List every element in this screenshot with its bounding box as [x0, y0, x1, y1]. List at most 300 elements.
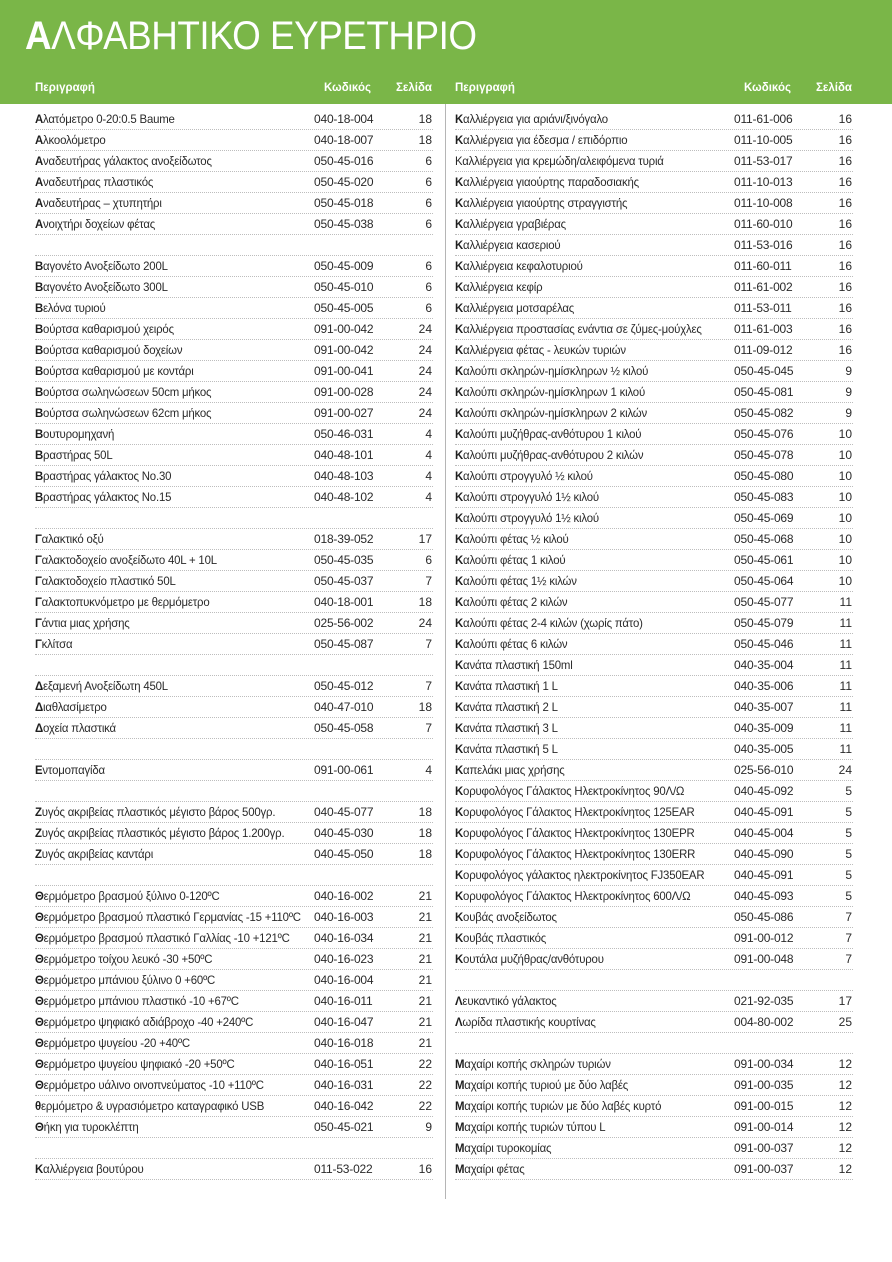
item-code: 040-45-077 [314, 805, 374, 819]
item-description-text: ορυφολόγος Γάλακτος Ηλεκτροκίνητος 130EPR [463, 826, 695, 840]
item-description [455, 1054, 611, 1074]
item-code: 040-45-092 [734, 784, 794, 798]
item-page: 21 [418, 994, 432, 1008]
item-code: 050-46-031 [314, 427, 374, 441]
item-initial: Θ [35, 1078, 44, 1092]
item-page: 24 [418, 616, 432, 630]
item-initial: Β [35, 343, 44, 357]
item-description [455, 634, 567, 654]
right-column-header [455, 82, 853, 100]
header-page: Σελίδα [396, 82, 432, 94]
item-initial: Κ [455, 574, 464, 588]
item-description-text: αλλιέργεια γιαούρτης παραδοσιακής [463, 175, 639, 189]
item-page: 18 [418, 847, 432, 861]
item-description-text: αλούπι φέτας 1½ κιλών [463, 574, 577, 588]
item-code: 050-45-009 [314, 259, 374, 273]
item-initial: Ζ [35, 805, 42, 819]
item-page: 7 [425, 721, 432, 735]
item-code: 004-80-002 [734, 1015, 794, 1029]
item-initial: Θ [35, 973, 44, 987]
index-row [35, 319, 433, 340]
section-spacer [35, 1138, 433, 1159]
item-description [35, 424, 114, 444]
item-page: 16 [838, 112, 852, 126]
index-row [35, 424, 433, 445]
item-code: 091-00-028 [314, 385, 374, 399]
item-description [455, 172, 639, 192]
title-text: ΛΦΑΒΗΤΙΚΟ ΕΥΡΕΤΗΡΙΟ [51, 14, 477, 58]
item-page: 24 [418, 406, 432, 420]
item-code: 018-39-052 [314, 532, 374, 546]
item-page: 18 [418, 805, 432, 819]
item-description-text: αλακτοδοχείο ανοξείδωτο 40L + 10L [41, 553, 217, 567]
item-description [455, 886, 690, 906]
item-code: 050-45-010 [314, 280, 374, 294]
item-code: 050-45-035 [314, 553, 374, 567]
item-page: 22 [418, 1078, 432, 1092]
item-description-text: αλούπι στρογγυλό 1½ κιλού [463, 511, 599, 525]
item-description-text: ιαθλασίμετρο [43, 700, 107, 714]
item-code: 040-16-018 [314, 1036, 374, 1050]
index-row [35, 277, 433, 298]
item-code: 091-00-012 [734, 931, 794, 945]
item-description [35, 403, 211, 423]
item-description [35, 1117, 139, 1137]
item-initial: Κ [455, 385, 464, 399]
item-code: 040-48-102 [314, 490, 374, 504]
item-code: 040-35-004 [734, 658, 794, 672]
item-code: 011-53-022 [314, 1162, 373, 1176]
item-description-text: αχαίρι κοπής τυριών τύπου L [464, 1120, 606, 1134]
item-initial: Κ [455, 469, 464, 483]
item-description [35, 256, 168, 276]
index-row [455, 466, 853, 487]
item-description [35, 1054, 235, 1074]
index-row [35, 949, 433, 970]
item-page: 4 [425, 763, 432, 777]
item-description [455, 214, 566, 234]
item-initial: Κ [455, 637, 464, 651]
item-code: 050-45-061 [734, 553, 794, 567]
item-initial: Κ [455, 679, 464, 693]
item-page: 11 [839, 595, 852, 609]
item-description [455, 109, 608, 129]
index-row [35, 676, 433, 697]
item-description [35, 151, 212, 171]
item-page: 12 [838, 1078, 852, 1092]
index-row [455, 886, 853, 907]
item-initial: Β [35, 469, 44, 483]
item-code: 050-45-080 [734, 469, 794, 483]
item-code: 040-16-011 [314, 994, 373, 1008]
index-row [35, 1075, 433, 1096]
item-page: 12 [838, 1057, 852, 1071]
item-description [455, 781, 684, 801]
item-description-text: ερμόμετρο μπάνιου ξύλινο 0 +60ºC [43, 973, 216, 987]
index-row [455, 1117, 853, 1138]
item-description-text: ορυφολόγος Γάλακτος Ηλεκτροκίνητος 600Λ/Ω [463, 889, 691, 903]
item-description-text: ανάτα πλαστική 2 L [463, 700, 558, 714]
item-description [35, 592, 210, 612]
item-description-text: απελάκι μιας χρήσης [463, 763, 565, 777]
index-row [35, 193, 433, 214]
item-initial: Β [35, 490, 44, 504]
item-description-text: αγονέτο Ανοξείδωτο 200L [43, 259, 168, 273]
index-row [455, 130, 853, 151]
item-code: 050-45-016 [314, 154, 374, 168]
item-description-text: ναδευτήρας γάλακτος ανοξείδωτος [43, 154, 212, 168]
item-description-text: ωρίδα πλαστικής κουρτίνας [462, 1015, 596, 1029]
item-description-text: ορυφολόγος Γάλακτος Ηλεκτροκίνητος 125EAR [463, 805, 695, 819]
item-initial: Γ [35, 637, 42, 651]
section-spacer [455, 1033, 853, 1054]
item-code: 091-00-037 [734, 1141, 794, 1155]
item-page: 6 [425, 259, 432, 273]
index-row [455, 907, 853, 928]
item-page: 5 [845, 868, 852, 882]
item-description [455, 193, 627, 213]
header-banner [0, 0, 892, 104]
item-initial: Ζ [35, 847, 42, 861]
item-description-text: αλλιέργεια κεφαλοτυριού [463, 259, 583, 273]
item-initial: Κ [455, 616, 464, 630]
item-description-text: ερμόμετρο βρασμού πλαστικό Γαλλίας -10 +121ºC [43, 931, 290, 945]
index-row [455, 382, 853, 403]
item-description [35, 571, 176, 591]
item-initial: Κ [455, 931, 464, 945]
item-description [455, 340, 626, 360]
item-code: 025-56-002 [314, 616, 374, 630]
item-description-text: ντομοπαγίδα [42, 763, 105, 777]
item-description [455, 802, 695, 822]
item-initial: Γ [35, 595, 42, 609]
item-page: 10 [838, 553, 852, 567]
item-page: 6 [425, 553, 432, 567]
item-code: 040-16-003 [314, 910, 374, 924]
item-code: 040-48-103 [314, 469, 374, 483]
item-description-text: αλλιέργεια προστασίας ενάντια σε ζύμες-μούχλες [463, 322, 702, 336]
item-description [35, 613, 130, 633]
item-description-text: ραστήρας γάλακτος No.30 [43, 469, 172, 483]
item-description [455, 151, 664, 171]
item-description [35, 172, 153, 192]
index-row [455, 802, 853, 823]
item-description-text: ορυφολόγος Γάλακτος Ηλεκτροκίνητος 130ERR [463, 847, 696, 861]
index-row [455, 991, 853, 1012]
item-initial: Δ [35, 679, 44, 693]
item-page: 16 [838, 133, 852, 147]
item-initial: Μ [455, 1120, 465, 1134]
left-column-header [35, 82, 433, 100]
item-initial: Μ [455, 1057, 465, 1071]
item-description [455, 1138, 551, 1158]
item-initial: Κ [455, 280, 464, 294]
item-initial: Μ [455, 1099, 465, 1113]
item-description-text: ερμόμετρο ψηφιακό αδιάβροχο -40 +240ºC [43, 1015, 254, 1029]
item-initial: Α [35, 133, 44, 147]
item-page: 5 [845, 847, 852, 861]
item-code: 040-35-006 [734, 679, 794, 693]
item-description [35, 760, 105, 780]
item-code: 040-47-010 [314, 700, 374, 714]
header-page: Σελίδα [816, 82, 852, 94]
index-row [455, 718, 853, 739]
index-row [35, 1033, 433, 1054]
item-page: 9 [845, 406, 852, 420]
index-row [35, 340, 433, 361]
header-description: Περιγραφή [35, 82, 95, 94]
item-description-text: ερμόμετρο βρασμού πλαστικό Γερμανίας -15 +110ºC [43, 910, 301, 924]
index-row [35, 718, 433, 739]
header-code: Κωδικός [744, 82, 791, 94]
item-page: 11 [839, 616, 852, 630]
item-description [35, 1159, 144, 1179]
index-row [35, 109, 433, 130]
item-description-text: ούρτσα καθαρισμού χειρός [43, 322, 174, 336]
item-description [455, 844, 695, 864]
item-code: 040-16-051 [314, 1057, 374, 1071]
index-row [455, 844, 853, 865]
item-description [455, 1159, 525, 1179]
item-page: 21 [418, 973, 432, 987]
item-page: 21 [418, 952, 432, 966]
item-page: 24 [418, 343, 432, 357]
index-row [35, 613, 433, 634]
item-page: 24 [418, 364, 432, 378]
index-row [455, 403, 853, 424]
item-description-text: ραστήρας γάλακτος No.15 [43, 490, 172, 504]
index-row [35, 1159, 433, 1180]
item-description [35, 970, 215, 990]
item-description-text: αλούπι φέτας 1 κιλού [463, 553, 566, 567]
item-initial: Β [35, 259, 44, 273]
item-description-text: αλλιέργεια μοτσαρέλας [463, 301, 575, 315]
right-index-column [455, 109, 853, 1180]
item-code: 040-45-091 [734, 868, 794, 882]
item-page: 21 [418, 889, 432, 903]
item-page: 7 [845, 931, 852, 945]
item-description [35, 1012, 253, 1032]
item-code: 050-45-079 [734, 616, 794, 630]
item-description-text: αλούπι φέτας 2 κιλών [463, 595, 568, 609]
item-page: 7 [845, 952, 852, 966]
item-code: 011-53-011 [734, 301, 792, 315]
item-initial: Β [35, 448, 44, 462]
index-row [455, 319, 853, 340]
item-description [455, 382, 645, 402]
page-title [25, 14, 477, 59]
item-description [35, 886, 220, 906]
item-initial: Κ [455, 763, 464, 777]
item-description [455, 487, 599, 507]
index-row [455, 214, 853, 235]
item-page: 9 [845, 385, 852, 399]
index-row [35, 487, 433, 508]
item-code: 040-16-002 [314, 889, 374, 903]
item-initial: Θ [35, 952, 44, 966]
item-description [35, 445, 112, 465]
item-code: 050-45-038 [314, 217, 374, 231]
item-initial: Κ [455, 826, 464, 840]
index-row [35, 361, 433, 382]
item-code: 040-16-042 [314, 1099, 374, 1113]
item-description [455, 1075, 628, 1095]
item-page: 11 [839, 721, 852, 735]
item-code: 011-61-003 [734, 322, 793, 336]
item-description [455, 298, 574, 318]
item-description-text: ερμόμετρο & υγρασιόμετρο καταγραφικό USB [40, 1099, 265, 1113]
index-row [35, 634, 433, 655]
item-code: 021-92-035 [734, 994, 794, 1008]
item-description [35, 361, 194, 381]
section-spacer [35, 739, 433, 760]
item-description-text: ερμόμετρο τοίχου λευκό -30 +50ºC [43, 952, 213, 966]
item-initial: Κ [455, 427, 464, 441]
index-row [455, 151, 853, 172]
item-page: 7 [845, 910, 852, 924]
index-row [35, 886, 433, 907]
item-code: 011-60-011 [734, 259, 792, 273]
item-description-text: λατόμετρο 0-20:0.5 Baume [43, 112, 175, 126]
item-page: 7 [425, 574, 432, 588]
item-description [35, 130, 106, 150]
index-row [455, 487, 853, 508]
item-description-text: ναδευτήρας πλαστικός [43, 175, 154, 189]
item-description [35, 319, 174, 339]
item-initial: Κ [455, 868, 464, 882]
item-description [35, 907, 301, 927]
item-page: 17 [838, 994, 852, 1008]
item-initial: Β [35, 280, 44, 294]
item-code: 040-45-030 [314, 826, 374, 840]
item-page: 4 [425, 490, 432, 504]
item-code: 040-45-090 [734, 847, 794, 861]
item-code: 040-18-007 [314, 133, 374, 147]
item-description [455, 319, 702, 339]
item-initial: Μ [455, 1078, 465, 1092]
item-page: 21 [418, 910, 432, 924]
item-code: 040-16-031 [314, 1078, 374, 1092]
item-description-text: ανάτα πλαστική 3 L [463, 721, 558, 735]
item-description [35, 193, 162, 213]
index-row [455, 193, 853, 214]
item-description [35, 466, 171, 486]
index-row [455, 172, 853, 193]
item-description-text: αλακτοδοχείο πλαστικό 50L [41, 574, 176, 588]
item-initial: Κ [455, 364, 464, 378]
index-row [35, 991, 433, 1012]
item-page: 16 [838, 217, 852, 231]
item-description-text: υγός ακριβείας πλαστικός μέγιστο βάρος 1.200γρ. [41, 826, 285, 840]
index-row [455, 865, 853, 886]
item-initial: Κ [455, 784, 464, 798]
item-code: 011-10-008 [734, 196, 793, 210]
item-description [455, 466, 593, 486]
item-code: 091-00-034 [734, 1057, 794, 1071]
item-page: 21 [418, 931, 432, 945]
item-description [455, 1012, 596, 1032]
item-description-text: αλούπι μυζήθρας-ανθότυρου 1 κιλού [463, 427, 642, 441]
item-initial: Κ [455, 133, 464, 147]
index-row [455, 739, 853, 760]
item-initial: Θ [35, 889, 44, 903]
index-row [455, 1012, 853, 1033]
index-row [455, 1138, 853, 1159]
item-initial: Β [35, 427, 44, 441]
index-row [455, 928, 853, 949]
item-description-text: αλλιέργεια για αριάνι/ξινόγαλο [463, 112, 608, 126]
item-initial: Κ [455, 700, 464, 714]
item-initial: Α [35, 196, 44, 210]
item-description-text: αγονέτο Ανοξείδωτο 300L [43, 280, 168, 294]
index-row [35, 571, 433, 592]
item-page: 6 [425, 196, 432, 210]
item-description-text: αλούπι φέτας 2-4 κιλών (χωρίς πάτο) [463, 616, 643, 630]
index-row [35, 529, 433, 550]
item-description-text: ούρτσα καθαρισμού με κοντάρι [43, 364, 194, 378]
item-initial: Ζ [35, 826, 42, 840]
item-initial: Μ [455, 1162, 465, 1176]
item-initial: Κ [455, 112, 464, 126]
item-page: 5 [845, 889, 852, 903]
item-page: 10 [838, 469, 852, 483]
item-description-text: ερμόμετρο μπάνιου πλαστικό -10 +67ºC [43, 994, 239, 1008]
item-page: 16 [418, 1162, 432, 1176]
item-page: 10 [838, 532, 852, 546]
item-description-text: ούρτσα καθαρισμού δοχείων [43, 343, 183, 357]
item-description [455, 718, 558, 738]
item-code: 050-45-012 [314, 679, 374, 693]
item-description [35, 298, 106, 318]
item-code: 040-35-007 [734, 700, 794, 714]
index-row [35, 403, 433, 424]
item-code: 050-45-068 [734, 532, 794, 546]
item-code: 040-45-091 [734, 805, 794, 819]
item-description [455, 928, 546, 948]
item-code: 050-45-083 [734, 490, 794, 504]
item-page: 18 [418, 133, 432, 147]
item-page: 4 [425, 427, 432, 441]
item-description-text: αχαίρι κοπής σκληρών τυριών [464, 1057, 611, 1071]
item-description [35, 1096, 264, 1116]
item-description [455, 760, 565, 780]
item-page: 16 [838, 196, 852, 210]
item-description-text: αλούπι σκληρών-ημίσκληρων ½ κιλού [463, 364, 649, 378]
item-initial: Θ [35, 1120, 44, 1134]
item-code: 050-45-037 [314, 574, 374, 588]
section-spacer [35, 235, 433, 256]
item-page: 4 [425, 469, 432, 483]
item-initial: Δ [35, 721, 44, 735]
item-description [455, 676, 558, 696]
item-initial: Κ [455, 196, 464, 210]
column-divider [445, 104, 446, 1199]
item-description [455, 1117, 605, 1137]
item-description [35, 487, 171, 507]
item-description-text: αχαίρι κοπής τυριού με δύο λαβές [464, 1078, 629, 1092]
item-description-text: ορυφολόγος γάλακτος ηλεκτροκίνητος FJ350EAR [463, 868, 705, 882]
item-initial: Α [35, 217, 44, 231]
index-row [455, 235, 853, 256]
item-page: 6 [425, 217, 432, 231]
index-row [455, 781, 853, 802]
index-row [35, 130, 433, 151]
item-description [35, 928, 290, 948]
item-description [35, 718, 116, 738]
item-page: 11 [839, 700, 852, 714]
item-code: 011-60-010 [734, 217, 793, 231]
item-page: 10 [838, 490, 852, 504]
